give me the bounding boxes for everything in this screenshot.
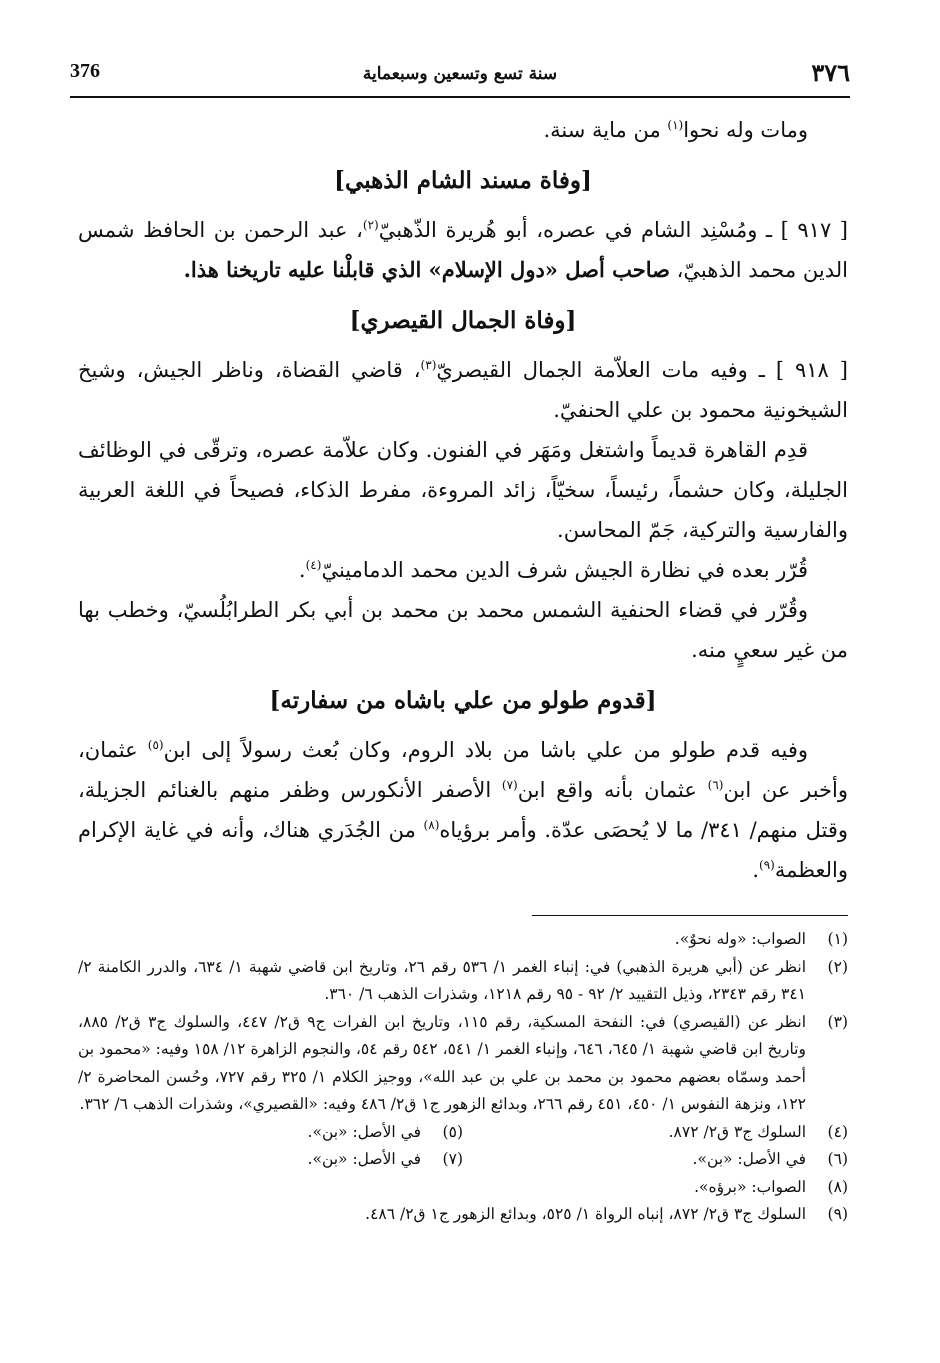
footnote-text: انظر عن (القيصري) في: النفحة المسكية، رقم ١١٥، وتاريخ ابن الفرات ج٩ ق٢/ ٤٤٧، والسلوك ج٣ ق٢/ ٨٨٥، وتاريخ ابن قاضي شهبة ١/ ٦٤٥، ٦٤٦، وإنباء الغمر ١/ ٥٤١، ٥٤٢ رقم ٥٤، والنجوم الزاهرة ١٢/ ١٥٨ وفيه: «محمود بن أحمد وسمّاه بعضهم محمود بن محمد بن علي بن عبد الله»، ووجيز الكلام ١/ ٣٢٥ رقم ٧٢٧، وحُسن المحاضرة ٢/ ١٢٢، ونزهة النفوس ١/ ٤٥٠، ٤٥١ رقم ٢٦٦، وبدائع الزهور ج١ ق٢/ ٤٨٦ وفيه: «القصيري»، وشذرات الذهب ٦/ ٣٦٢. xyxy=(78,1012,807,1113)
footnote-number: (١) xyxy=(827,930,848,948)
footnote-number: (٤) xyxy=(827,1122,848,1141)
footnote-1 xyxy=(78,926,848,954)
text-span: . xyxy=(298,558,306,582)
section-heading: [وفاة مسند الشام الذهبي] xyxy=(334,167,592,194)
footnote-3 xyxy=(78,1009,848,1119)
page-header xyxy=(70,56,850,96)
paragraph-entry-917 xyxy=(78,210,848,290)
text-span: عثمان بأنه واقع ابن xyxy=(517,778,708,802)
footnote-row-6-7 xyxy=(78,1146,848,1174)
footnote-rule xyxy=(532,915,848,916)
footnote-8 xyxy=(78,1174,848,1202)
footnote-ref: (٤) xyxy=(305,558,322,572)
page-number-latin: 376 xyxy=(70,60,100,82)
paragraph xyxy=(78,550,848,590)
text-span: من ماية سنة. xyxy=(543,118,668,142)
footnote-9 xyxy=(78,1201,848,1229)
footnote-ref: (٨) xyxy=(423,818,440,832)
text-span: ، عبد الرحمن بن الحافظ شمس الدين محمد الذهبيّ، xyxy=(78,218,848,282)
footnote-text: السلوك ج٣ ق٢/ ٨٧٢. xyxy=(668,1122,806,1141)
footnote-text: في الأصل: «بن». xyxy=(307,1150,421,1168)
text-span: ومات وله نحوا xyxy=(683,118,808,142)
footnote-text: انظر عن (أبي هريرة الذهبي) في: إنباء الغمر ١/ ٥٣٦ رقم ٢٦، وتاريخ ابن قاضي شهبة ١/ ٦٣٤، والدرر الكامنة ٢/ ٣٤١ رقم ٢٣٤٣، وذيل التقييد ٢/ ٩٢ - ٩٥ رقم ١٢١٨، وشذرات الذهب ٦/ ٣٦٠. xyxy=(78,957,806,1003)
paragraph: قدِم القاهرة قديماً واشتغل ومَهَر في الفنون. وكان علاّمة عصره، وترقّى في الوظائف الجليلة، وكان حشماً، رئيساً، سخيّاً، زائد المروءة، مفرط الذكاء، فصيحاً في اللغة العربية والفارسية والتركية، جَمّ المحاسن. xyxy=(78,438,848,542)
paragraph xyxy=(78,730,848,890)
footnote-5 xyxy=(78,1119,463,1147)
paragraph-death-note xyxy=(78,110,848,150)
footnote-number: (٥) xyxy=(442,1122,463,1141)
footnote-number: (٢) xyxy=(827,957,848,976)
paragraph-entry-918 xyxy=(78,350,848,430)
footnote-7 xyxy=(78,1146,463,1174)
footnote-ref: (١) xyxy=(667,118,684,132)
footnote-number: (٣) xyxy=(827,1012,848,1031)
footnote-text: الصواب: «وله نحوٌ». xyxy=(674,930,806,948)
footnote-number: (٧) xyxy=(442,1150,463,1168)
footnote-ref: (٣) xyxy=(420,358,437,372)
text-span: عثمان، وأخبر عن ابن xyxy=(78,738,848,802)
section-heading: [وفاة الجمال القيصري] xyxy=(349,307,577,334)
footnote-4 xyxy=(463,1119,848,1147)
text-span: . xyxy=(752,858,760,882)
text-span: ، قاضي القضاة، وناظر الجيش، وشيخ الشيخونية محمود بن علي الحنفيّ. xyxy=(78,358,848,422)
section-heading: [قدوم طولو من علي باشاه من سفارته] xyxy=(269,687,657,714)
text-span: [ ٩١٨ ] ـ وفيه مات العلاّمة الجمال القيصريّ xyxy=(436,358,848,382)
footnotes xyxy=(78,926,848,1229)
text-span: قُرّر بعده في نظارة الجيش شرف الدين محمد الدمامينيّ xyxy=(321,558,808,582)
text-span: [ ٩١٧ ] ـ ومُسْنِد الشام في عصره، أبو هُريرة الذّهبيّ xyxy=(378,218,848,242)
bold-text: صاحب أصل «دول الإسلام» الذي قابلْنا عليه تاريخنا هذا. xyxy=(183,257,670,282)
footnote-ref: (٦) xyxy=(707,778,724,792)
footnote-text: في الأصل: «بن». xyxy=(692,1150,806,1168)
header-rule xyxy=(70,96,850,98)
text-span: وفيه قدم طولو من علي باشا من بلاد الروم، وكان بُعث رسولاً إلى ابن xyxy=(163,738,808,762)
footnote-text: في الأصل: «بن». xyxy=(307,1122,421,1141)
footnote-ref: (٥) xyxy=(147,738,164,752)
text-span: من الجُدَري هناك، وأنه في غاية الإكرام والعظمة xyxy=(78,818,848,882)
footnote-text: السلوك ج٣ ق٢/ ٨٧٢، إنباه الرواة ١/ ٥٢٥، وبدائع الزهور ج١ ق٢/ ٤٨٦. xyxy=(365,1205,806,1223)
paragraph: وقُرّر في قضاء الحنفية الشمس محمد بن محمد بن أبي بكر الطرابُلُسيّ، وخطب بها من غير سعيٍ منه. xyxy=(78,598,848,662)
footnote-text: الصواب: «برؤه». xyxy=(694,1177,806,1196)
footnote-6 xyxy=(463,1146,848,1174)
running-title: سنة تسع وتسعين وسبعماية xyxy=(362,64,558,84)
footnote-number: (٩) xyxy=(827,1205,848,1223)
footnote-number: (٦) xyxy=(827,1150,848,1168)
footnote-2 xyxy=(78,954,848,1009)
footnote-ref: (٩) xyxy=(759,858,775,872)
footnote-row-4-5 xyxy=(78,1119,848,1147)
main-text xyxy=(78,110,848,890)
footnote-ref: (٧) xyxy=(501,778,518,792)
footnote-number: (٨) xyxy=(827,1177,848,1196)
page-number-arabic: ٣٧٦ xyxy=(811,58,850,87)
text-span: الأصفر الأنكورس وظفر منهم بالغنائم الجزيلة، وقتل منهم/ ٣٤١/ ما لا يُحصَى عدّة. وأمر برؤياه xyxy=(78,778,848,842)
footnote-ref: (٢) xyxy=(362,218,379,232)
